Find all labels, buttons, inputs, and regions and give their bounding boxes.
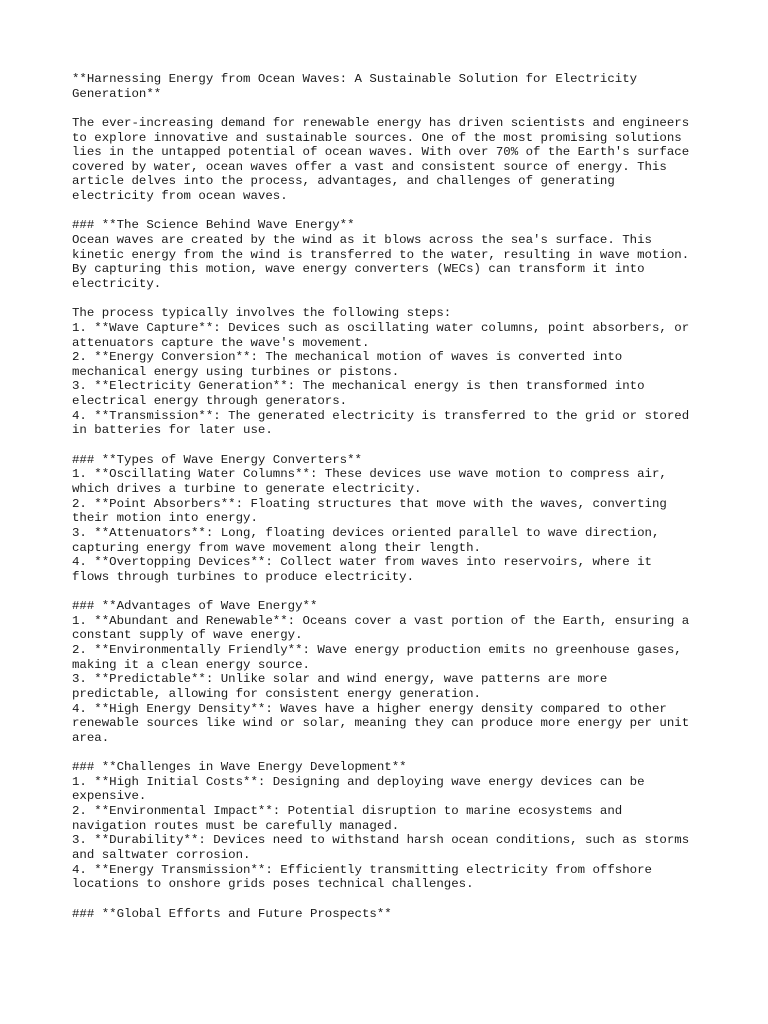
text-line: kinetic energy from the wind is transferred to the water, resulting in wave motion. [72, 247, 690, 262]
text-line: 3. **Electricity Generation**: The mechanical energy is then transformed into [72, 379, 645, 394]
text-line: mechanical energy using turbines or pistons. [72, 364, 400, 379]
section-advantages [72, 599, 712, 745]
text-line: their motion into energy. [72, 511, 258, 526]
text-line: 2. **Energy Conversion**: The mechanical motion of waves is converted into [72, 350, 623, 365]
section-challenges [72, 760, 712, 892]
text-line: 2. **Environmental Impact**: Potential disruption to marine ecosystems and [72, 804, 623, 819]
text-line: navigation routes must be carefully managed. [72, 818, 400, 833]
document-page [72, 72, 712, 936]
text-line: 2. **Environmentally Friendly**: Wave energy production emits no greenhouse gases, [72, 642, 682, 657]
text-line: The ever-increasing demand for renewable energy has driven scientists and engineers [72, 115, 690, 130]
text-line: area. [72, 730, 110, 745]
section-types [72, 453, 712, 585]
text-line: flows through turbines to produce electricity. [72, 569, 415, 584]
text-line: The process typically involves the following steps: [72, 306, 452, 321]
text-line: renewable sources like wind or solar, meaning they can produce more energy per unit [72, 716, 690, 731]
text-line: ### **Types of Wave Energy Converters** [72, 452, 362, 467]
text-line: to explore innovative and sustainable sources. One of the most promising solutions [72, 130, 682, 145]
text-line: 2. **Point Absorbers**: Floating structures that move with the waves, converting [72, 496, 667, 511]
text-line: ### **Global Efforts and Future Prospects** [72, 906, 392, 921]
text-line: ### **The Science Behind Wave Energy** [72, 218, 355, 233]
text-line: **Harnessing Energy from Ocean Waves: A Sustainable Solution for Electricity [72, 72, 638, 86]
text-line: Generation** [72, 86, 162, 101]
text-line: electricity from ocean waves. [72, 189, 288, 204]
document-title [72, 72, 712, 101]
text-line: electrical energy through generators. [72, 394, 348, 409]
text-line: and saltwater corrosion. [72, 847, 251, 862]
text-line: predictable, allowing for consistent energy generation. [72, 686, 481, 701]
text-line: 1. **Oscillating Water Columns**: These devices use wave motion to compress air, [72, 467, 667, 482]
text-line: locations to onshore grids poses technical challenges. [72, 877, 474, 892]
text-line: 4. **Transmission**: The generated electricity is transferred to the grid or stored [72, 408, 690, 423]
text-line: lies in the untapped potential of ocean waves. With over 70% of the Earth's surface [72, 145, 690, 160]
text-line: ### **Challenges in Wave Energy Development** [72, 760, 407, 775]
text-line: capturing energy from wave movement along their length. [72, 540, 481, 555]
text-line: making it a clean energy source. [72, 657, 310, 672]
intro-paragraph [72, 116, 712, 204]
text-line: 1. **Abundant and Renewable**: Oceans cover a vast portion of the Earth, ensuring a [72, 613, 690, 628]
text-line: article delves into the process, advantages, and challenges of generating [72, 174, 615, 189]
text-line: 4. **Overtopping Devices**: Collect water from waves into reservoirs, where it [72, 555, 652, 570]
text-line: 4. **High Energy Density**: Waves have a higher energy density compared to other [72, 701, 667, 716]
text-line: attenuators capture the wave's movement. [72, 335, 370, 350]
text-line: 3. **Predictable**: Unlike solar and wind energy, wave patterns are more [72, 672, 608, 687]
text-line: 3. **Durability**: Devices need to withstand harsh ocean conditions, such as storms [72, 833, 690, 848]
text-line: 3. **Attenuators**: Long, floating devices oriented parallel to wave direction, [72, 525, 660, 540]
text-line: ### **Advantages of Wave Energy** [72, 599, 318, 614]
text-line: 1. **High Initial Costs**: Designing and deploying wave energy devices can be [72, 774, 645, 789]
process-steps [72, 306, 712, 438]
section-global [72, 907, 712, 922]
text-line: covered by water, ocean waves offer a vast and consistent source of energy. This [72, 159, 667, 174]
text-line: Ocean waves are created by the wind as it blows across the sea's surface. This [72, 233, 652, 248]
section-science [72, 218, 712, 291]
text-line: constant supply of wave energy. [72, 628, 303, 643]
text-line: By capturing this motion, wave energy converters (WECs) can transform it into [72, 262, 645, 277]
text-line: expensive. [72, 789, 147, 804]
text-line: 1. **Wave Capture**: Devices such as oscillating water columns, point absorbers, or [72, 320, 690, 335]
text-line: electricity. [72, 276, 162, 291]
text-line: which drives a turbine to generate electricity. [72, 481, 422, 496]
text-line: in batteries for later use. [72, 423, 273, 438]
text-line: 4. **Energy Transmission**: Efficiently transmitting electricity from offshore [72, 862, 652, 877]
